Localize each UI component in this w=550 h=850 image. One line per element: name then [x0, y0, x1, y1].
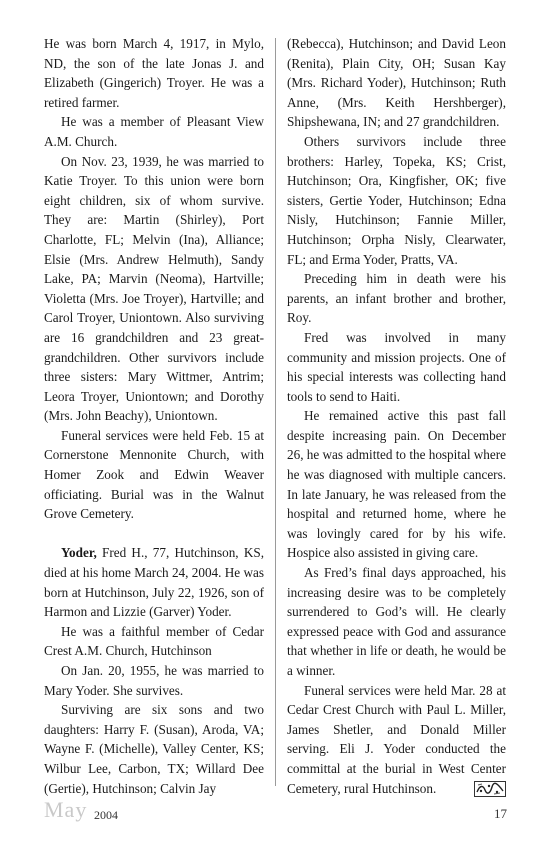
obituary-intro: Fred H., 77, Hutchinson, KS, died at his home March 24, 2004. He was born at Hutchinson, July 22, 1926, son of Harmon and Lizzie (Garver) Yoder. [44, 545, 264, 620]
left-column [44, 34, 264, 798]
paragraph: He remained active this past fall despite increasing pain. On December 26, he was admitted to the hospital where he was diagnosed with multiple cancers. In late January, he was released from the hospital and returned home, where he was lovingly cared for by his wife. Hospice also assisted in giving care. [287, 408, 507, 561]
right-column [287, 34, 506, 802]
paragraph: Fred was involved in many community and mission projects. One of his special interests was collecting hand tools to send to Haiti. [287, 329, 506, 404]
page-number: 17 [494, 806, 507, 821]
paragraph: As Fred’s final days approached, his increasing desire was to be completely surrendered to God’s will. He clearly expressed peace with God and assurance that whether in life or death, he would be a winner. [287, 565, 506, 678]
paragraph: On Jan. 20, 1955, he was married to Mary Yoder. She survives. [44, 663, 264, 698]
paragraph: (Rebecca), Hutchinson; and David Leon (Renita), Plain City, OH; Susan Kay (Mrs. Richard Yoder), Hutchinson; Ruth Anne, (Mrs. Keith Hershberger), Shipshewana, IN; and 27 grandchildren. [287, 36, 506, 130]
obituary-heading-paragraph [44, 543, 264, 621]
ornament-icon [457, 781, 506, 803]
paragraph: Surviving are six sons and two daughters: Harry F. (Susan), Aroda, VA; Wayne F. (Michelle), Valley Center, KS; Wilbur Lee, Carbon, TX; Willard Dee (Gertie), Hutchinson; Calvin Jay [44, 702, 264, 796]
column-divider [275, 38, 276, 786]
final-paragraph [287, 681, 506, 799]
paragraph: Funeral services were held Feb. 15 at Cornerstone Mennonite Church, with Homer Zook and Edwin Weaver officiating. Burial was in the Walnut Grove Cemetery. [44, 427, 264, 522]
footer-year: 2004 [94, 808, 118, 822]
paragraph: On Nov. 23, 1939, he was married to Katie Troyer. To this union were born eight children, six of whom survive. They are: Martin (Shirley), Port Charlotte, FL; Melvin (Ina), Alliance; Elsie (Mrs. Andrew Helmuth), Sandy Lake, PA; Marvin (Neoma), Hartville; Violetta (Mrs. Joe Troyer), Hartville; and Carol Troyer, Uniontown. Also surviving are 16 grandchildren and 23 great-grandchildren. Other survivors include three sisters: Mary Wittmer, Antrim; Leora Troyer, Uniontown; and Dorothy (Mrs. John Beachy), Uniontown. [44, 153, 264, 424]
paragraph: He was a faithful member of Cedar Crest A.M. Church, Hutchinson [44, 623, 264, 659]
paragraph: He was born March 4, 1917, in Mylo, ND, the son of the late Jonas J. and Elizabeth (Gingerich) Troyer. He was a retired farmer. [44, 36, 264, 110]
obituary-name: Yoder, [61, 545, 97, 561]
paragraph: Preceding him in death were his parents, an infant brother and brother, Roy. [287, 271, 506, 326]
paragraph: He was a member of Pleasant View A.M. Church. [44, 114, 264, 149]
footer-month: May [44, 797, 88, 822]
paragraph: Others survivors include three brothers: Harley, Topeka, KS; Crist, Hutchinson; Ora, Kingfisher, OK; five sisters, Gertie Yoder, Hutchinson; Edna Nisly, Hutchinson; Fannie Miller, Hutchinson; Orpha Nisly, Clearwater, FL; and Erma Yoder, Pratts, VA. [287, 133, 506, 267]
paragraph-text: Funeral services were held Mar. 28 at Cedar Crest Church with Paul L. Miller, James Shetler, and Donald Miller serving. Eli J. Yoder conducted the committal at the burial in West Center Cemetery, rural Hutchinson. [287, 682, 506, 796]
